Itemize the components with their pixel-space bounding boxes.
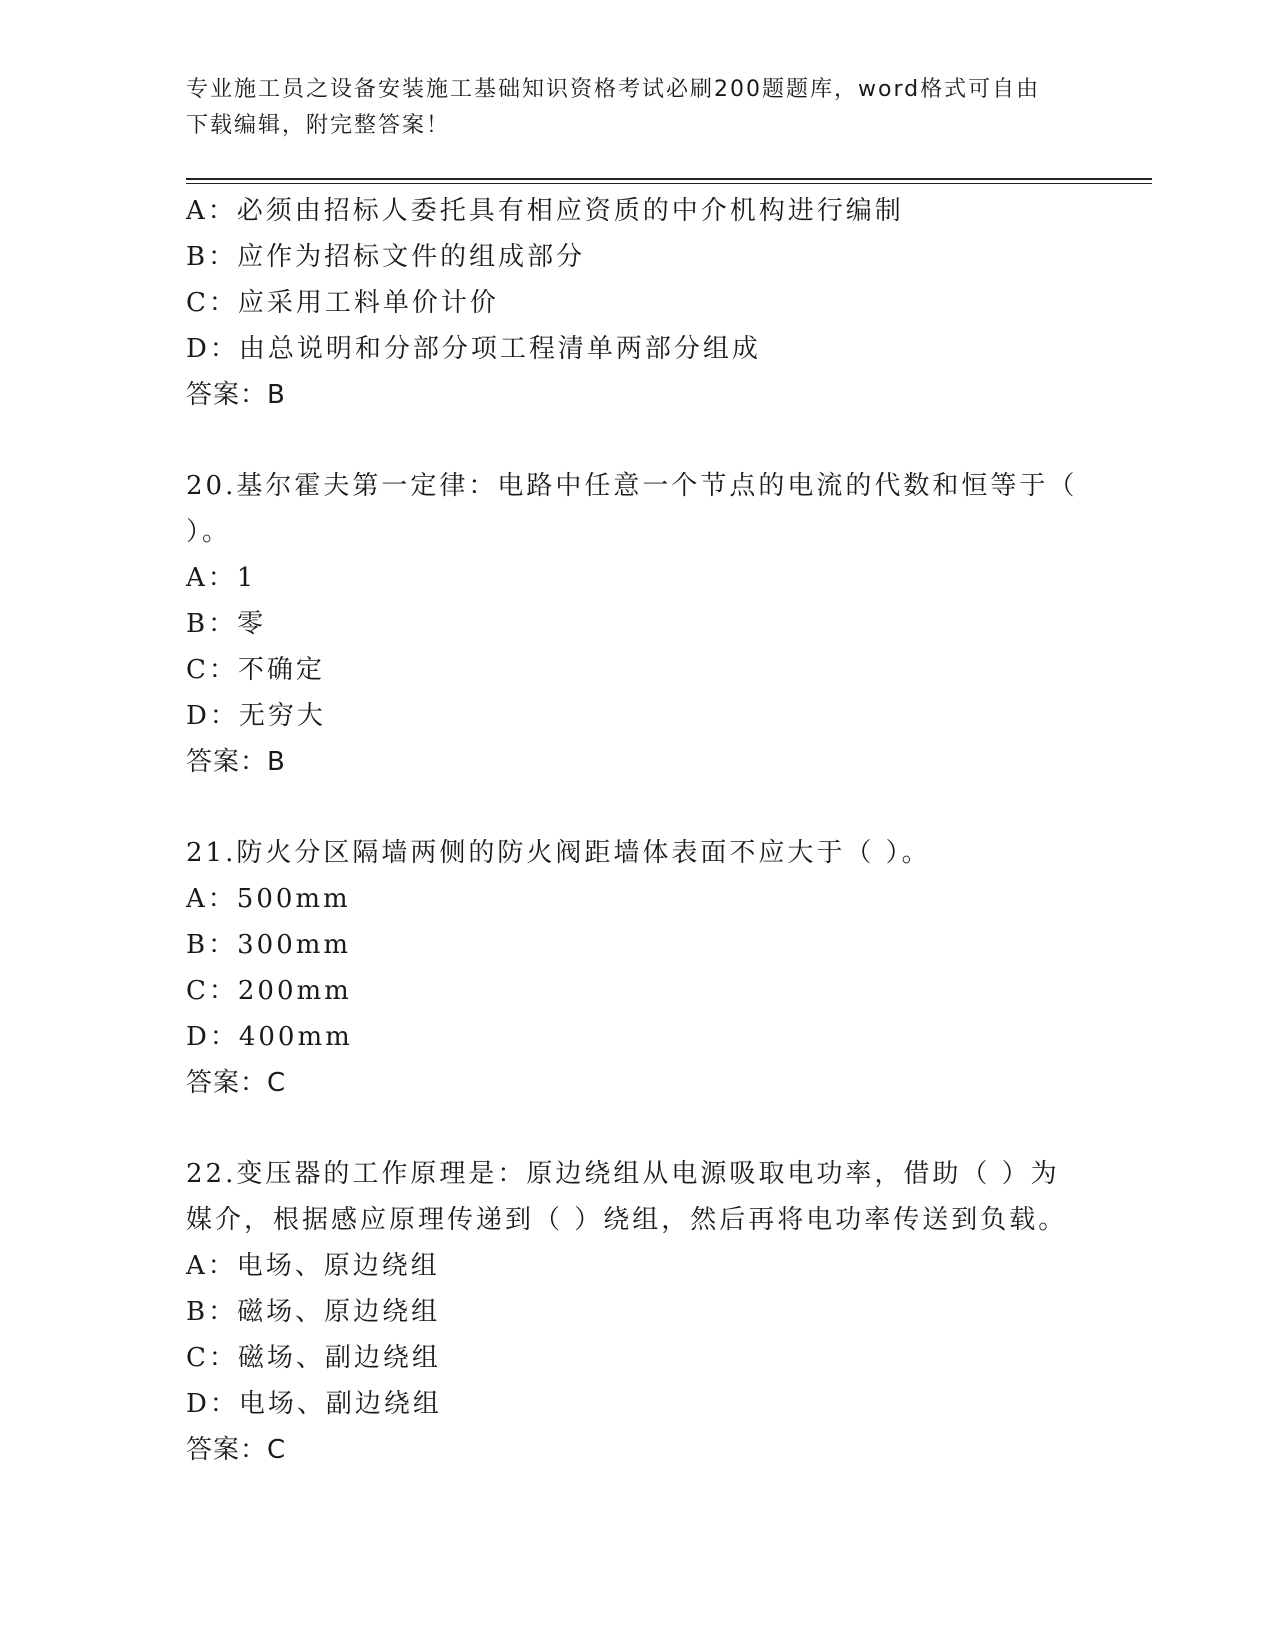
option-c: C：应采用工料单价计价 [186,288,499,318]
option-c: C：不确定 [186,655,325,685]
option-b: B：应作为招标文件的组成部分 [186,242,586,272]
question-stem-continued: 媒介，根据感应原理传递到（ ）绕组，然后再将电功率传送到负载。 [186,1205,1068,1235]
option-c: C：磁场、副边绕组 [186,1343,441,1373]
spacer [186,418,1086,463]
option-c: C：200mm [186,976,352,1006]
option-b: B：零 [186,609,267,639]
header-divider-thick [186,178,1152,180]
answer-line: 答案：B [186,747,286,777]
answer-line: 答案：B [186,380,286,410]
question-22 [186,1151,1086,1473]
option-a: A：电场、原边绕组 [186,1251,440,1281]
document-header [186,72,1086,144]
question-19 [186,188,1086,418]
option-a: A：必须由招标人委托具有相应资质的中介机构进行编制 [186,196,904,226]
question-20 [186,463,1086,785]
spacer [186,785,1086,830]
option-a: A：500mm [186,884,351,914]
option-d: D：无穷大 [186,701,326,731]
answer-line: 答案：C [186,1068,287,1098]
option-b: B：300mm [186,930,352,960]
question-stem: 21.防火分区隔墙两侧的防火阀距墙体表面不应大于（ ）。 [186,838,931,868]
question-stem-continued: ）。 [186,517,232,547]
option-a: A：1 [186,563,257,593]
header-divider-thin [186,183,1152,184]
question-21 [186,830,1086,1106]
question-list [186,188,1086,1473]
header-line-2: 下载编辑，附完整答案！ [186,113,451,138]
question-stem: 20.基尔霍夫第一定律：电路中任意一个节点的电流的代数和恒等于（ [186,471,1078,501]
header-line-1: 专业施工员之设备安装施工基础知识资格考试必刷200题题库，word格式可自由 [186,77,1041,102]
spacer [186,1106,1086,1151]
answer-line: 答案：C [186,1435,287,1465]
option-d: D：400mm [186,1022,353,1052]
question-stem: 22.变压器的工作原理是：原边绕组从电源吸取电功率，借助（ ）为 [186,1159,1060,1189]
option-b: B：磁场、原边绕组 [186,1297,441,1327]
option-d: D：由总说明和分部分项工程清单两部分组成 [186,334,761,364]
option-d: D：电场、副边绕组 [186,1389,442,1419]
